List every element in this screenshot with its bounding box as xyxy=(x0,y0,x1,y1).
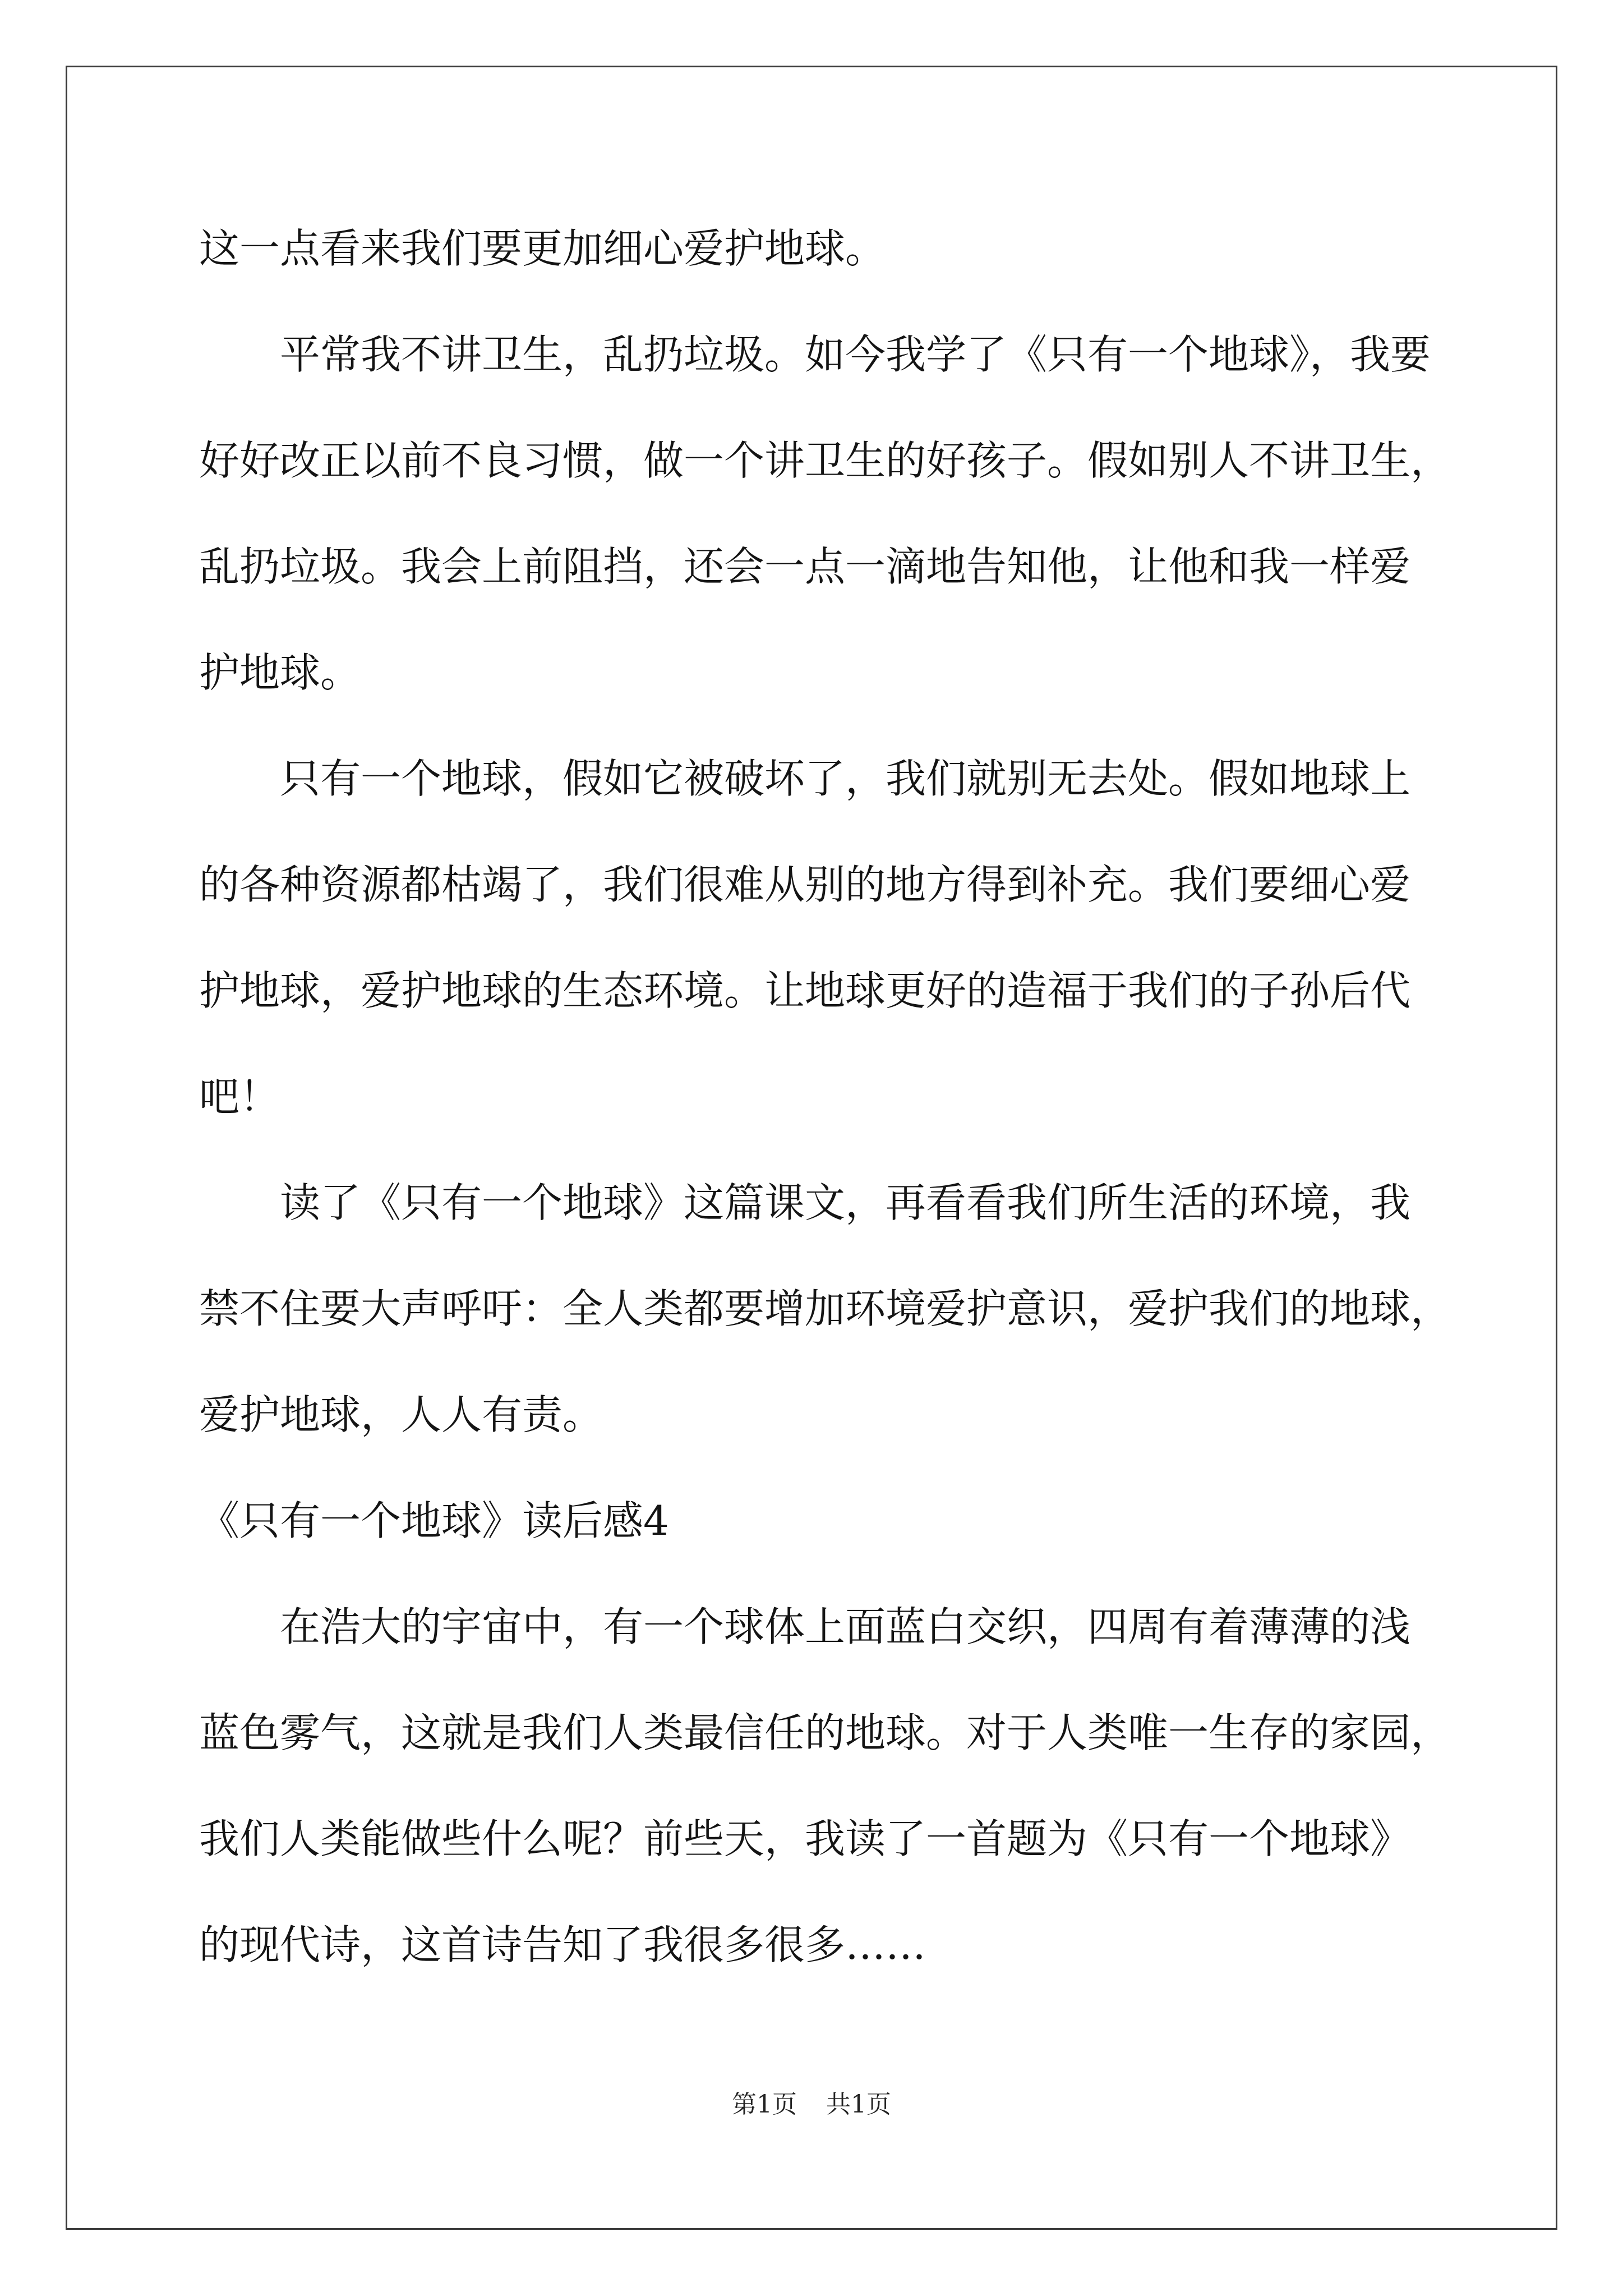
text-line: 平常我不讲卫生，乱扔垃圾。如今我学了《只有一个地球》，我要 xyxy=(280,331,1431,378)
text-line: 禁不住要大声呼吁：全人类都要增加环境爱护意识，爱护我们的地球， xyxy=(199,1285,1451,1332)
text-line: 爱护地球，人人有责。 xyxy=(199,1391,603,1438)
text-line: 蓝色雾气，这就是我们人类最信任的地球。对于人类唯一生存的家园， xyxy=(199,1709,1451,1756)
text-line: 在浩大的宇宙中，有一个球体上面蓝白交织，四周有着薄薄的浅 xyxy=(280,1603,1411,1650)
text-line: 好好改正以前不良习惯，做一个讲卫生的好孩子。假如别人不讲卫生， xyxy=(199,437,1451,484)
text-line: 这一点看来我们要更加细心爱护地球。 xyxy=(199,225,886,272)
section-heading: 《只有一个地球》读后感4 xyxy=(199,1497,669,1544)
paragraph xyxy=(199,196,1489,302)
text-line: 的现代诗，这首诗告知了我很多很多…… xyxy=(199,1921,926,1968)
document-body xyxy=(199,196,1489,2047)
page-number: 第1页 xyxy=(732,2090,797,2119)
paragraph xyxy=(199,302,1489,726)
text-line: 只有一个地球，假如它被破坏了，我们就别无去处。假如地球上 xyxy=(280,755,1411,802)
text-line: 我们人类能做些什么呢？前些天，我读了一首题为《只有一个地球》 xyxy=(199,1815,1411,1862)
text-line: 吧！ xyxy=(199,1073,280,1120)
paragraph xyxy=(199,1150,1489,1468)
paragraph xyxy=(199,726,1489,1150)
paragraph xyxy=(199,1574,1489,1998)
text-line: 乱扔垃圾。我会上前阻挡，还会一点一滴地告知他，让他和我一样爱 xyxy=(199,543,1411,590)
text-line: 护地球，爱护地球的生态环境。让地球更好的造福于我们的子孙后代 xyxy=(199,967,1411,1014)
text-line: 护地球。 xyxy=(199,649,361,696)
page-footer xyxy=(0,2088,1623,2122)
text-line: 读了《只有一个地球》这篇课文，再看看我们所生活的环境，我 xyxy=(280,1179,1411,1226)
text-line: 的各种资源都枯竭了，我们很难从别的地方得到补充。我们要细心爱 xyxy=(199,861,1411,908)
page-total: 共1页 xyxy=(826,2090,891,2119)
